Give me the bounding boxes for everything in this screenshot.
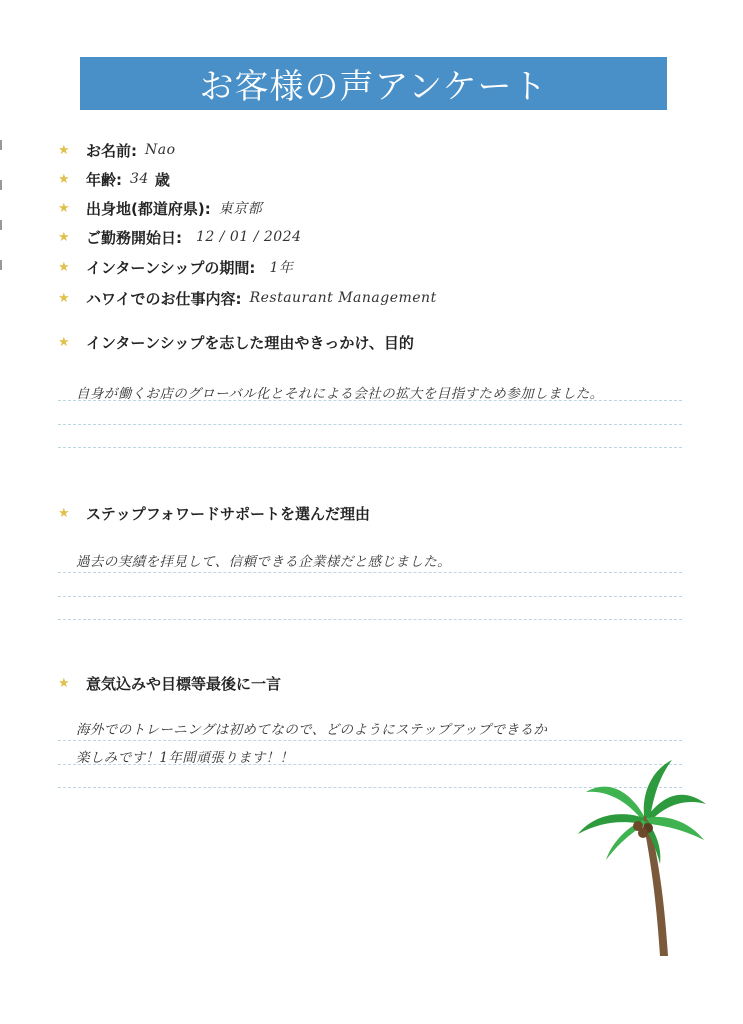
rule-line [58, 400, 682, 401]
field-label: 年齢: [86, 170, 122, 189]
answer-line: 自身が働くお店のグローバル化とそれによる会社の拡大を目指すため参加しました。 [76, 386, 604, 402]
section-heading-text: 意気込みや目標等最後に一言 [86, 675, 282, 693]
field-hometown [58, 196, 262, 220]
star-icon: ★ [58, 200, 70, 216]
field-suffix: 歳 [154, 170, 170, 189]
field-label: 出身地(都道府県): [86, 199, 211, 218]
star-icon: ★ [58, 229, 70, 245]
palm-tree-icon [572, 756, 712, 961]
field-value: Restaurant Management [249, 290, 437, 306]
section-heading-text: インターンシップを志した理由やきっかけ、目的 [86, 334, 414, 352]
star-icon: ★ [58, 290, 70, 306]
field-job [58, 286, 437, 310]
section-heading-choice [58, 503, 370, 524]
field-label: ご勤務開始日: [86, 228, 182, 247]
rule-line [58, 619, 682, 620]
answer-line: 過去の実績を拝見して、信頼できる企業様だと感じました。 [76, 554, 452, 570]
field-value: 34 [130, 171, 149, 187]
field-value: 東京都 [218, 201, 263, 217]
page-title: お客様の声アンケート [199, 67, 548, 107]
field-internship-period [58, 255, 293, 279]
answer-line: 海外でのトレーニングは初めてなので、どのようにステップアップできるか [76, 722, 548, 738]
star-icon: ★ [58, 171, 70, 187]
section-heading-reason [58, 332, 414, 353]
field-value: Nao [145, 142, 176, 158]
rule-line [58, 424, 682, 425]
field-value: 1年 [269, 260, 294, 276]
field-label: ハワイでのお仕事内容: [86, 289, 242, 308]
field-start-date [58, 225, 302, 249]
field-value: 12 / 01 / 2024 [196, 229, 302, 245]
field-label: インターンシップの期間: [86, 258, 256, 277]
field-name [58, 138, 176, 162]
star-icon: ★ [58, 142, 70, 158]
answer-line: 楽しみです！1年間頑張ります！！ [76, 750, 294, 766]
section-heading-text: ステップフォワードサポートを選んだ理由 [86, 505, 370, 523]
star-icon: ★ [58, 259, 70, 275]
rule-line [58, 596, 682, 597]
rule-line [58, 572, 682, 573]
rule-line [58, 447, 682, 448]
title-banner [80, 57, 667, 110]
star-icon: ★ [58, 506, 70, 521]
field-label: お名前: [86, 141, 137, 160]
field-age [58, 167, 170, 191]
scan-edge-marks [0, 140, 4, 300]
star-icon: ★ [58, 676, 70, 691]
star-icon: ★ [58, 335, 70, 350]
rule-line [58, 740, 682, 741]
section-heading-message [58, 673, 281, 694]
